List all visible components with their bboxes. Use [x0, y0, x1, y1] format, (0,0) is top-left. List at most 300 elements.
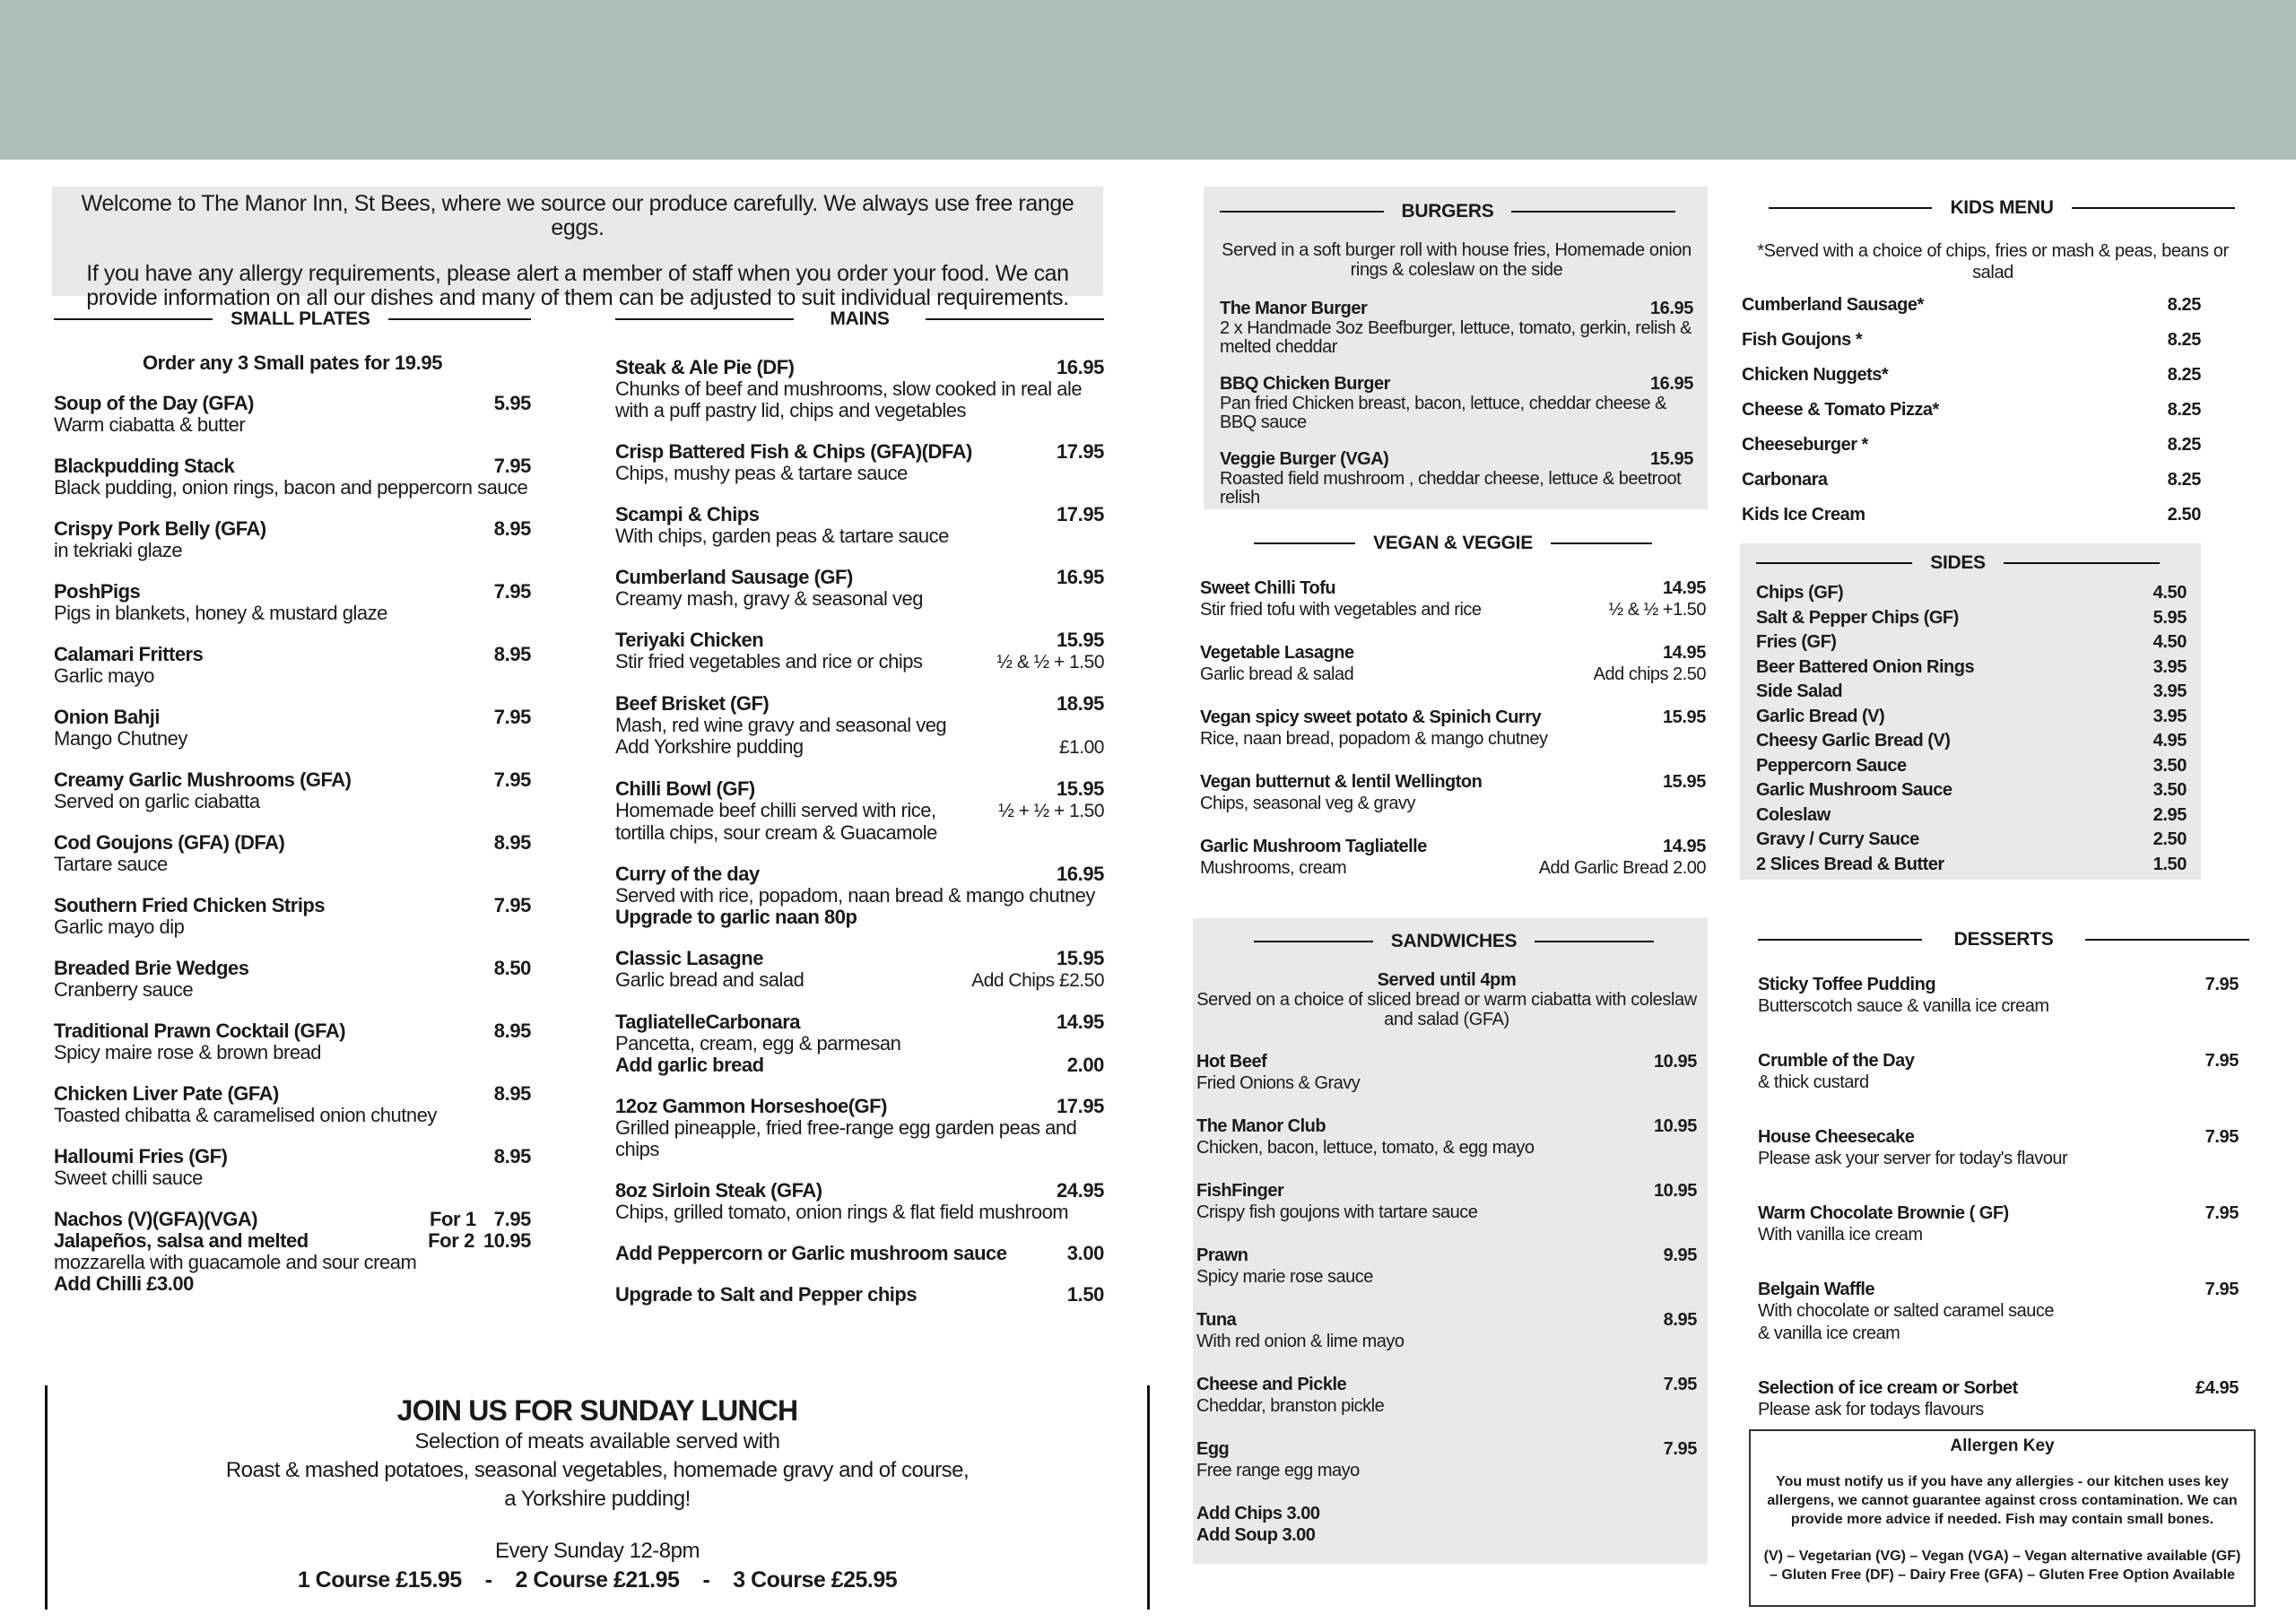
item-desc: Spicy maire rose & brown bread	[54, 1041, 322, 1063]
desserts-heading: DESSERTS	[1758, 929, 2249, 950]
item-desc: Stir fried tofu with vegetables and rice	[1200, 600, 1482, 620]
item-name: Curry of the day	[615, 863, 760, 885]
item-title-row	[1196, 1180, 1697, 1202]
kids-menu-section	[1742, 197, 2244, 539]
menu-item	[1756, 581, 2187, 606]
item-desc: in tekriaki glaze	[54, 539, 183, 561]
item-desc: Garlic bread and salad	[615, 968, 804, 991]
item-extra-price: 2.00	[1066, 1054, 1104, 1076]
menu-item	[615, 864, 1104, 928]
item-name: Cheese and Pickle	[1196, 1375, 1347, 1394]
item-name: Cumberland Sausage (GF)	[615, 566, 853, 588]
item-price: 8.95	[493, 1020, 531, 1042]
item-name: Cumberland Sausage*	[1742, 295, 1924, 315]
menu-item	[1756, 606, 2187, 631]
item-desc: Spicy marie rose sauce	[1196, 1267, 1373, 1287]
item-name: Veggie Burger (VGA)	[1220, 449, 1389, 469]
item-name: Garlic Bread (V)	[1756, 706, 1885, 726]
burgers-served-note: Served in a soft burger roll with house fries, Homemade onion rings & coleslaw on the side	[1222, 240, 1692, 280]
item-note: ½ & ½ +1.50	[1608, 600, 1706, 620]
menu-item	[54, 456, 531, 499]
menu-item	[1196, 1438, 1697, 1481]
item-title-row	[1200, 642, 1706, 664]
item-desc: Warm ciabatta & butter	[54, 413, 246, 436]
menu-item	[615, 441, 1104, 484]
sandwiches-served-note: Served until 4pm Served on a choice of sliced bread or warm ciabatta with coleslaw and salad (GFA)	[1196, 970, 1697, 1029]
item-price: 7.95	[493, 580, 531, 603]
burgers-section	[1204, 187, 1708, 509]
small-plates-offer: Order any 3 Small pates for 19.95	[142, 352, 443, 374]
menu-item-nachos: Nachos (V)(GFA)(VGA) For 1 7.95 Jalapeños, salsa and melted For 2 10.95 mozzarella with guacamole and sour cream Add Chilli £3.00	[54, 1208, 531, 1295]
small-plates-heading: SMALL PLATES	[54, 308, 531, 330]
item-title-row	[54, 707, 531, 728]
sandwiches-heading: SANDWICHES	[1254, 931, 1654, 952]
item-desc: Toasted chibatta & caramelised onion chutney	[54, 1104, 437, 1126]
allergen-title: Allergen Key	[1950, 1436, 2055, 1455]
item-name: Kids Ice Cream	[1742, 505, 1866, 525]
item-name: Garlic Mushroom Sauce	[1756, 780, 1952, 800]
menu-item	[1742, 434, 2244, 456]
item-title-row	[615, 778, 1104, 800]
item-name: Crumble of the Day	[1758, 1051, 1915, 1071]
item-desc: Mash, red wine gravy and seasonal veg	[615, 714, 947, 736]
item-desc: Chips, seasonal veg & gravy	[1200, 794, 1415, 813]
item-note: Add Chips £2.50	[971, 970, 1104, 991]
menu-item	[1196, 1180, 1697, 1223]
item-price: 8.25	[2167, 330, 2201, 350]
item-title-row	[1196, 1051, 1697, 1072]
small-plates-list	[54, 393, 531, 1189]
item-price: 10.95	[1653, 1181, 1697, 1201]
item-name: Classic Lasagne	[615, 947, 763, 969]
menu-item	[615, 357, 1104, 421]
menu-item	[1200, 642, 1706, 685]
item-name: TagliatelleCarbonara	[615, 1011, 800, 1033]
item-title-row	[615, 864, 1104, 885]
menu-item	[54, 958, 531, 1001]
item-title-row	[54, 456, 531, 477]
item-name: Gravy / Curry Sauce	[1756, 829, 1919, 849]
item-desc: Served on garlic ciabatta	[54, 790, 260, 812]
sunday-lunch-box	[45, 1385, 1150, 1610]
item-name: Side Salad	[1756, 681, 1843, 701]
item-price: 15.95	[1662, 707, 1706, 727]
menu-item	[1200, 577, 1706, 621]
item-name: Selection of ice cream or Sorbet	[1758, 1378, 2018, 1398]
item-desc: Garlic mayo dip	[54, 916, 185, 938]
sunday-times: Every Sunday 12-8pm	[495, 1539, 700, 1563]
menu-item	[54, 895, 531, 938]
menu-item	[54, 393, 531, 436]
item-desc: Grilled pineapple, fried free-range egg garden peas and chips	[615, 1116, 1077, 1160]
item-price: 3.50	[2152, 755, 2187, 776]
item-name: BBQ Chicken Burger	[1220, 374, 1390, 394]
item-price: 7.95	[493, 706, 531, 728]
sides-heading: SIDES	[1756, 552, 2160, 574]
item-price: 17.95	[1056, 440, 1104, 463]
sunday-line-2: Roast & mashed potatoes, seasonal vegetables, homemade gravy and of course,	[225, 1458, 970, 1482]
item-desc: With chips, garden peas & tartare sauce	[615, 525, 949, 547]
item-name: Prawn	[1196, 1245, 1248, 1265]
item-price: 15.95	[1056, 777, 1104, 800]
item-price: 4.50	[2152, 632, 2187, 652]
menu-item	[1756, 705, 2187, 730]
item-name: Carbonara	[1742, 470, 1828, 490]
kids-served-note: *Served with a choice of chips, fries or mash & peas, beans or salad	[1757, 241, 2229, 282]
desserts-section	[1758, 929, 2249, 1454]
sandwiches-list	[1196, 1051, 1697, 1481]
item-price: 16.95	[1649, 374, 1693, 394]
item-title-row	[54, 1146, 531, 1167]
menu-item	[54, 769, 531, 812]
menu-item	[1758, 1202, 2249, 1246]
item-desc: Chips, grilled tomato, onion rings & flat field mushroom	[615, 1201, 1069, 1223]
item-name: Garlic Mushroom Tagliatelle	[1200, 837, 1427, 856]
item-desc: Roasted field mushroom , cheddar cheese, lettuce & beetroot relish	[1220, 469, 1682, 508]
menu-item	[615, 629, 1104, 673]
item-price: 8.95	[1663, 1310, 1697, 1330]
menu-item	[54, 832, 531, 875]
item-name: Cod Goujons (GFA) (DFA)	[54, 831, 285, 854]
item-price: 7.95	[493, 894, 531, 916]
item-name: Beef Brisket (GF)	[615, 692, 770, 715]
sandwiches-section	[1193, 918, 1708, 1564]
menu-item	[1196, 1051, 1697, 1094]
burgers-heading: BURGERS	[1220, 201, 1675, 222]
item-price: 24.95	[1056, 1179, 1104, 1202]
menu-item	[1742, 399, 2244, 421]
item-title-row	[1200, 707, 1706, 728]
item-title-row	[1200, 771, 1706, 793]
sides-section	[1740, 543, 2201, 880]
item-desc: Cranberry sauce	[54, 978, 194, 1001]
item-desc: Mushrooms, cream	[1200, 858, 1347, 878]
item-desc: Garlic bread & salad	[1200, 664, 1354, 684]
item-price: 7.95	[2205, 1203, 2239, 1223]
welcome-box	[52, 187, 1103, 310]
item-price: £4.95	[2195, 1378, 2239, 1398]
item-name: Fries (GF)	[1756, 632, 1837, 652]
item-name: Cheesy Garlic Bread (V)	[1756, 731, 1951, 751]
item-price: 5.95	[493, 392, 531, 414]
menu-item	[1742, 294, 2244, 316]
item-price: 17.95	[1056, 503, 1104, 525]
item-price: 2.50	[2167, 505, 2201, 525]
item-title-row	[1196, 1245, 1697, 1266]
item-name: Southern Fried Chicken Strips	[54, 894, 326, 916]
item-price: 5.95	[2152, 607, 2187, 628]
menu-item	[1200, 836, 1706, 879]
item-name: Egg	[1196, 1439, 1230, 1459]
item-title-row	[1758, 974, 2249, 995]
item-desc-row	[1200, 599, 1706, 621]
allergy-notice: If you have any allergy requirements, please alert a member of staff when you order your food. We can provide information on all our dishes and many of them can be adjusted to suit individual requirements.	[86, 261, 1069, 310]
menu-item	[1200, 771, 1706, 814]
item-desc: Please ask your server for today's flavour	[1758, 1149, 2068, 1168]
item-name: Blackpudding Stack	[54, 455, 235, 477]
item-price: 16.95	[1649, 299, 1693, 318]
menu-item	[54, 707, 531, 750]
sides-list	[1756, 581, 2187, 877]
menu-item	[615, 504, 1104, 547]
item-name: Breaded Brie Wedges	[54, 957, 249, 979]
item-extra-row	[615, 907, 1104, 928]
item-price: 8.95	[493, 1082, 531, 1105]
item-title-row	[54, 644, 531, 665]
item-note: ½ + ½ + 1.50	[998, 801, 1104, 821]
item-name: Hot Beef	[1196, 1052, 1267, 1072]
item-title-row	[54, 1020, 531, 1042]
item-name: 8oz Sirloin Steak (GFA)	[615, 1179, 822, 1202]
item-name: Tuna	[1196, 1310, 1237, 1330]
item-price: 17.95	[1056, 1095, 1104, 1117]
item-title-row	[1196, 1309, 1697, 1331]
item-desc: Sweet chilli sauce	[54, 1167, 203, 1189]
menu-item	[1756, 828, 2187, 853]
item-name: Halloumi Fries (GF)	[54, 1145, 228, 1167]
item-title-row	[1200, 836, 1706, 857]
item-desc: Creamy mash, gravy & seasonal veg	[615, 587, 923, 610]
menu-item	[615, 1243, 1104, 1264]
mains-heading: MAINS	[615, 308, 1104, 330]
item-desc: 2 x Handmade 3oz Beefburger, lettuce, tomato, gerkin, relish & melted cheddar	[1220, 318, 1692, 357]
item-name: Peppercorn Sauce	[1756, 755, 1907, 776]
item-price: 8.50	[493, 957, 531, 979]
item-title-row	[615, 629, 1104, 651]
item-title-row	[1220, 448, 1693, 470]
item-extra: Add garlic bread	[615, 1054, 764, 1076]
item-title-row	[1196, 1438, 1697, 1460]
kids-heading: KIDS MENU	[1769, 197, 2235, 219]
menu-item	[615, 948, 1104, 992]
item-desc: Pancetta, cream, egg & parmesan	[615, 1032, 901, 1055]
menu-item	[1758, 1377, 2249, 1421]
item-desc-row	[615, 800, 1104, 822]
item-price: 3.00	[1066, 1242, 1104, 1264]
item-desc: Free range egg mayo	[1196, 1461, 1360, 1480]
item-price: 8.95	[493, 517, 531, 540]
item-price: 7.95	[1663, 1375, 1697, 1394]
item-desc: Butterscotch sauce & vanilla ice cream	[1758, 996, 2049, 1016]
sunday-line-3: a Yorkshire pudding!	[504, 1487, 691, 1511]
item-price: 2.95	[2152, 804, 2187, 825]
menu-item	[1756, 729, 2187, 754]
item-price: 8.95	[493, 643, 531, 665]
item-title-row	[54, 769, 531, 791]
item-title-row	[615, 948, 1104, 969]
item-desc: Stir fried vegetables and rice or chips	[615, 650, 923, 673]
menu-item	[1756, 680, 2187, 705]
item-title-row	[1758, 1377, 2249, 1399]
item-extra-row	[615, 1055, 1104, 1076]
item-price: 8.25	[2167, 365, 2201, 385]
menu-item	[54, 518, 531, 561]
menu-item	[1756, 778, 2187, 803]
item-name: Steak & Ale Pie (DF)	[615, 356, 795, 378]
item-desc-2: tortilla chips, sour cream & Guacamole	[615, 821, 937, 844]
item-title-row	[54, 393, 531, 414]
menu-item	[1742, 364, 2244, 386]
menu-item	[615, 1180, 1104, 1223]
item-price: 7.95	[2205, 1280, 2239, 1299]
item-name: Crisp Battered Fish & Chips (GFA)(DFA)	[615, 440, 972, 463]
item-price: 16.95	[1056, 356, 1104, 378]
menu-item	[1196, 1374, 1697, 1417]
item-desc: Chicken, bacon, lettuce, tomato, & egg mayo	[1196, 1138, 1535, 1158]
item-desc: Served with rice, popadom, naan bread & mango chutney	[615, 884, 1095, 907]
item-title-row	[615, 1011, 1104, 1033]
item-title-row	[1200, 577, 1706, 599]
item-price: 15.95	[1662, 772, 1706, 792]
menu-item	[1742, 329, 2244, 351]
item-name: Vegetable Lasagne	[1200, 643, 1354, 663]
item-desc: Chips, mushy peas & tartare sauce	[615, 462, 908, 484]
menu-item	[1742, 504, 2244, 525]
item-desc: With chocolate or salted caramel sauce	[1758, 1301, 2055, 1321]
menu-item	[1756, 754, 2187, 779]
item-name: Upgrade to Salt and Pepper chips	[615, 1283, 918, 1306]
menu-item	[615, 693, 1104, 759]
item-name: Chilli Bowl (GF)	[615, 777, 755, 800]
menu-item	[615, 778, 1104, 844]
item-price: 8.25	[2167, 470, 2201, 490]
item-desc-row	[615, 736, 1104, 759]
item-name: Chicken Nuggets*	[1742, 365, 1889, 385]
menu-item	[1756, 853, 2187, 878]
item-price: 14.95	[1662, 578, 1706, 598]
item-title-row	[1196, 1374, 1697, 1395]
item-name: Calamari Fritters	[54, 643, 204, 665]
kids-list	[1742, 294, 2244, 525]
item-price: 7.95	[2205, 1051, 2239, 1071]
vegan-list	[1200, 577, 1706, 879]
menu-item	[1758, 1126, 2249, 1170]
menu-item	[1756, 803, 2187, 829]
small-plates-section	[54, 308, 531, 1315]
menu-item	[615, 1284, 1104, 1306]
allergen-body: You must notify us if you have any allergies - our kitchen uses key allergens, we cannot guarantee against cross contamination. We can provide more advice if needed. Fish may contain small bones.	[1767, 1474, 2238, 1527]
item-desc: Tartare sauce	[54, 853, 168, 875]
item-price: 10.95	[1653, 1052, 1697, 1072]
item-title-row	[54, 832, 531, 854]
item-title-row	[615, 504, 1104, 525]
item-desc: & thick custard	[1758, 1072, 1869, 1092]
sunday-prices: 1 Course £15.95 - 2 Course £21.95 - 3 Course £25.95	[297, 1567, 898, 1593]
item-price: 2.50	[2152, 829, 2187, 849]
mains-section	[615, 308, 1104, 1325]
item-price: 10.95	[1653, 1116, 1697, 1136]
desserts-list	[1758, 974, 2249, 1421]
item-price: 15.95	[1056, 629, 1104, 651]
item-price: 14.95	[1662, 837, 1706, 856]
item-desc-2: & vanilla ice cream	[1758, 1324, 1900, 1343]
item-price: 14.95	[1662, 643, 1706, 663]
item-name: Sweet Chilli Tofu	[1200, 578, 1336, 598]
item-price: 7.95	[2205, 1127, 2239, 1147]
item-desc: Rice, naan bread, popadom & mango chutney	[1200, 729, 1548, 749]
item-name: PoshPigs	[54, 580, 141, 603]
item-note: Add Garlic Bread 2.00	[1538, 858, 1706, 878]
item-desc: Garlic mayo	[54, 664, 154, 687]
item-title-row	[54, 958, 531, 979]
item-title-row	[54, 581, 531, 603]
menu-item	[1758, 974, 2249, 1018]
item-price: 7.95	[2205, 975, 2239, 994]
item-title-row	[54, 518, 531, 540]
item-desc-row	[1200, 664, 1706, 685]
item-desc: Mango Chutney	[54, 727, 187, 750]
item-title-row	[1220, 298, 1693, 319]
item-note: Add chips 2.50	[1593, 664, 1706, 684]
item-title-row	[615, 357, 1104, 378]
item-name: Traditional Prawn Cocktail (GFA)	[54, 1020, 346, 1042]
item-title-row	[1196, 1115, 1697, 1137]
item-title-row	[1758, 1050, 2249, 1072]
item-name: Add Peppercorn or Garlic mushroom sauce	[615, 1242, 1007, 1264]
item-desc: Crispy fish goujons with tartare sauce	[1196, 1202, 1478, 1222]
item-price: 4.50	[2152, 583, 2187, 603]
item-name: FishFinger	[1196, 1181, 1284, 1201]
item-price: 7.95	[1663, 1439, 1697, 1459]
item-name: Chips (GF)	[1756, 583, 1844, 603]
item-name: Beer Battered Onion Rings	[1756, 656, 1975, 677]
item-price: 15.95	[1056, 947, 1104, 969]
item-price: 8.25	[2167, 295, 2201, 315]
item-title-row	[615, 441, 1104, 463]
item-name: The Manor Club	[1196, 1116, 1326, 1136]
item-title-row	[1758, 1202, 2249, 1224]
item-desc: Fried Onions & Gravy	[1196, 1073, 1361, 1093]
item-price: 16.95	[1056, 566, 1104, 588]
item-extra: Upgrade to garlic naan 80p	[615, 906, 857, 928]
item-name: Crispy Pork Belly (GFA)	[54, 517, 266, 540]
menu-item	[54, 1083, 531, 1126]
item-name: Onion Bahji	[54, 706, 160, 728]
menu-item	[1742, 469, 2244, 490]
item-name: 12oz Gammon Horseshoe(GF)	[615, 1095, 887, 1117]
menu-item	[615, 1096, 1104, 1160]
item-title-row	[1758, 1279, 2249, 1300]
item-price: 7.95	[493, 768, 531, 791]
item-name: Warm Chocolate Brownie ( GF)	[1758, 1203, 2009, 1223]
item-price: 16.95	[1056, 863, 1104, 885]
header-banner	[0, 0, 2296, 160]
menu-item	[615, 1011, 1104, 1076]
item-desc: Please ask for todays flavours	[1758, 1400, 1984, 1419]
item-name: Belgain Waffle	[1758, 1280, 1875, 1299]
menu-item	[54, 1020, 531, 1063]
menu-item	[1196, 1245, 1697, 1288]
mains-list	[615, 357, 1104, 1306]
item-name: Vegan butternut & lentil Wellington	[1200, 772, 1483, 792]
item-price: 3.50	[2152, 780, 2187, 800]
vegan-veggie-section	[1200, 533, 1706, 900]
item-price: 18.95	[1056, 692, 1104, 715]
menu-item	[1220, 373, 1693, 432]
welcome-text: Welcome to The Manor Inn, St Bees, where we source our produce carefully. We always use free range eggs.	[81, 191, 1074, 240]
item-price: 3.95	[2152, 656, 2187, 677]
allergen-key-box	[1749, 1429, 2256, 1607]
item-price: 4.95	[2152, 731, 2187, 751]
item-title-row	[615, 1096, 1104, 1117]
item-price: 1.50	[1066, 1283, 1104, 1306]
item-name: House Cheesecake	[1758, 1127, 1915, 1147]
item-name: Vegan spicy sweet potato & Spinich Curry	[1200, 707, 1542, 727]
item-name: Chicken Liver Pate (GFA)	[54, 1082, 279, 1105]
menu-item	[54, 644, 531, 687]
burgers-list	[1220, 298, 1693, 508]
item-title-row	[1758, 1126, 2249, 1148]
